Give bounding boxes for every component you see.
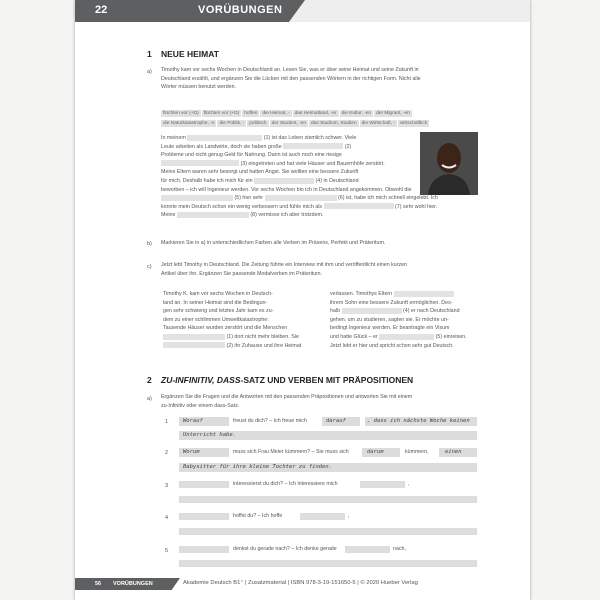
footer-tab-label: VORÜBUNGEN [113, 581, 153, 587]
text-span: (8) vermisse ich aber trotzdem. [250, 212, 324, 219]
blank-c4[interactable] [342, 308, 402, 314]
section2-number: 2 [147, 375, 152, 385]
blank-7[interactable] [324, 203, 394, 209]
word-chip: flüchten vor (+D) [163, 111, 199, 116]
item-4-text: hoffst du? – Ich hoffe [233, 513, 283, 519]
blank-8[interactable] [177, 212, 249, 218]
text-span: (2) [344, 143, 352, 150]
text-span: halb [330, 308, 341, 315]
item-1-answer-d: Unterricht habe. [183, 432, 236, 438]
blank-3[interactable] [161, 160, 239, 166]
item-1-text: freust du dich? – Ich freue mich [233, 418, 307, 424]
text-line: Timothy K. kam vor sechs Wochen in Deutsch- [163, 291, 273, 297]
section2-a-label: a) [147, 396, 152, 402]
blank-c5[interactable] [379, 334, 434, 340]
text-span: (5) hier sehr [234, 195, 264, 202]
word-chip: der Migrant, -en [376, 111, 410, 116]
text-span: und hatte Glück – er [330, 333, 378, 340]
word-chip: flüchten vor (+D) [203, 111, 240, 116]
text-span: (5) einreisen. [435, 333, 467, 340]
item-3-blank-b[interactable] [360, 481, 405, 488]
item-4-number: 4 [165, 515, 169, 521]
instruction-line: Wörter müssen benutzt werden. [161, 84, 237, 91]
item-2-text: muss sich Frau Meier kümmern? – Sie muss sich [233, 449, 349, 455]
section1-c-label: c) [147, 264, 152, 270]
word-chip: die Politik, - [219, 121, 245, 126]
word-chip: das Studium, Studien [311, 121, 357, 126]
text-line: Probleme und nicht genug Geld für Nahrung. Dann ist auch noch eine riesige [161, 152, 342, 159]
item-3-comma: , [408, 481, 410, 487]
title-part: -SATZ UND VERBEN MIT PRÄPOSITIONEN [240, 375, 414, 385]
section1-b-label: b) [147, 241, 152, 247]
item-5-blank-a[interactable] [179, 546, 229, 553]
portrait-photo [420, 132, 478, 195]
title-part: ZU-INFINITIV, [161, 375, 217, 385]
text-span: (4) in Deutschland [315, 177, 359, 184]
section2-title [161, 375, 413, 385]
instruction-line: zu-Infinitiv oder einem dass-Satz. [161, 402, 240, 409]
blank-1[interactable] [187, 135, 262, 141]
text-line: ihrem Sohn eine bessere Zukunft ermöglichen. Des- [330, 299, 453, 306]
item-1-number: 1 [165, 419, 169, 425]
text-span: (1) dort nicht mehr bleiben. Sie [226, 333, 299, 340]
item-2-answer-c: einen [445, 449, 462, 455]
text-span: verlassen. Timothys Eltern [330, 291, 393, 297]
blank-c1[interactable] [163, 334, 225, 340]
instruction-line: Artikel über ihn. Ergänzen Sie passende Modalverben im Präteritum. [161, 270, 323, 277]
article-right-column [330, 290, 490, 350]
article-left-column [163, 290, 323, 350]
text-span: Meine [161, 212, 176, 219]
item-2-answer-d: Babysitter für ihre kleine Tochter zu finden. [183, 464, 333, 470]
footer-citation: Akademie Deutsch B1⁺ | Zusatzmaterial | ISBN 978-3-19-151650-5 | © 2020 Hueber Verlag [183, 580, 418, 586]
item-5-number: 5 [165, 548, 169, 554]
blank-c3[interactable] [394, 291, 454, 297]
word-chip: die Heimat, - [262, 111, 290, 116]
text-line: gehen, um zu studieren, sagten sie. Er möchte un- [330, 316, 449, 323]
item-5-text-b: nach, [393, 546, 406, 552]
item-2-text-b: kümmern, [405, 449, 429, 455]
text-span: In meinem [161, 135, 186, 141]
word-chip: hoffen [244, 111, 258, 116]
item-1-answer-c: , dass ich nächste Woche keinen [367, 418, 470, 424]
item-1-answer-a: Worauf [183, 418, 203, 424]
item-3-answer-line[interactable] [179, 496, 477, 503]
text-line: Jetzt lebt er hier und spricht schon sehr gut Deutsch. [330, 342, 454, 349]
text-span: konnte mein Deutsch schon ein wenig verbessern und fühle mich als [161, 203, 323, 210]
item-1-answer-b: darauf [326, 418, 346, 424]
instruction-line: Jetzt lebt Timothy in Deutschland. Die Zeitung führte ein Interview mit ihm und veröffentlicht einen kurzen [161, 262, 408, 268]
item-3-number: 3 [165, 483, 169, 489]
word-chip: wirtschaftlich [399, 121, 428, 126]
item-2-answer-a: Worum [183, 449, 200, 455]
word-chip: die Naturkatastrophe, -n [163, 121, 215, 126]
item-4-blank-b[interactable] [300, 513, 345, 520]
word-bank [161, 109, 481, 129]
worksheet-page [75, 0, 530, 600]
text-line: land an. In seiner Heimat sind die Bedingun- [163, 299, 268, 306]
word-chip: die Kultur, -en [341, 111, 372, 116]
section1-number: 1 [147, 49, 152, 59]
item-4-blank-a[interactable] [179, 513, 229, 520]
section1-a-label: a) [147, 69, 152, 75]
instruction-line: Timothy kam vor sechs Wochen in Deutschland an. Lesen Sie, was er über seine Heimat und seine Zukunft in [161, 67, 419, 73]
blank-4[interactable] [254, 178, 314, 184]
item-5-blank-b[interactable] [345, 546, 390, 553]
text-span: für mich. Deshalb habe ich mich für ein [161, 177, 253, 184]
page-header [75, 0, 530, 22]
section1-a-instruction [161, 66, 491, 92]
item-2-answer-b: darum [367, 449, 384, 455]
text-span: Leute arbeiten als Landwirte, doch sie haben große [161, 143, 282, 150]
word-chip: die Wirtschaft, - [361, 121, 395, 126]
text-span: (3) eingetreten und hat viele Häuser und Bauernhöfe zerstört. [240, 160, 385, 167]
text-span: (7) sehr wohl hier. [395, 203, 438, 210]
item-4-comma: , [348, 513, 350, 519]
item-3-blank-a[interactable] [179, 481, 229, 488]
blank-6[interactable] [265, 195, 337, 201]
item-4-answer-line[interactable] [179, 528, 477, 535]
blank-2[interactable] [283, 143, 343, 149]
header-page-number: 22 [95, 4, 108, 16]
item-3-text: interessierst du dich? – Ich interessiere mich [233, 481, 338, 487]
text-line: Tausende Häuser wurden zerstört und die Menschen [163, 325, 288, 332]
word-chip: der Student, -en [271, 121, 307, 126]
text-line: beworben – ich will Ingenieur werden. Vor sechs Wochen bin ich in Deutschland angekommen. Obwohl die [161, 186, 412, 193]
word-chip: politisch [249, 121, 267, 126]
section2-a-instruction [161, 393, 491, 410]
header-title: VORÜBUNGEN [198, 4, 283, 16]
text-line: bedingt Ingenieur werden. Er beantragte ein Visum [330, 325, 450, 332]
title-part: DASS [216, 375, 241, 385]
text-span: (6) ist, habe ich mich schnell eingelebt. Ich [338, 195, 438, 202]
blank-5[interactable] [161, 195, 233, 201]
text-span: (4) er nach Deutschland [402, 308, 460, 315]
item-5-answer-line[interactable] [179, 560, 477, 567]
text-span: (1) ist das Leben ziemlich schwer. Viele [263, 135, 357, 141]
footer-tab [75, 578, 180, 590]
section1-c-instruction [161, 261, 491, 278]
item-5-text: denkst du gerade nach? – Ich denke gerade [233, 546, 337, 552]
instruction-line: Deutschland erzählt, und ergänzen Sie die Lücken mit den passenden Wörtern in der richtigen Form. Nicht alle [161, 75, 421, 82]
footer-page-number: 56 [95, 581, 102, 587]
blank-c2[interactable] [163, 342, 225, 348]
text-line: dem zu einer schlimmen Umweltkatastrophe: [163, 316, 269, 323]
text-span: (2) ihr Zuhause und ihre Heimat [226, 342, 302, 349]
item-2-number: 2 [165, 450, 169, 456]
section1-title: NEUE HEIMAT [161, 49, 219, 59]
portrait-image [420, 132, 478, 195]
text-line: Meine Eltern waren sehr besorgt und hatten Angst. Sie wollten eine bessere Zukunft [161, 169, 359, 176]
section1-b-instruction: Markieren Sie in a) in unterschiedlichen Farben alle Verben im Präsens, Perfekt und Präteritum. [161, 240, 386, 246]
text-line: gen sehr schwierig und letztes Jahr kam es zu- [163, 308, 274, 315]
word-chip: das Heimatland, -er [294, 111, 337, 116]
instruction-line: Ergänzen Sie die Fragen und die Antworten mit den passenden Präpositionen und antworten Sie mit einem [161, 394, 413, 400]
